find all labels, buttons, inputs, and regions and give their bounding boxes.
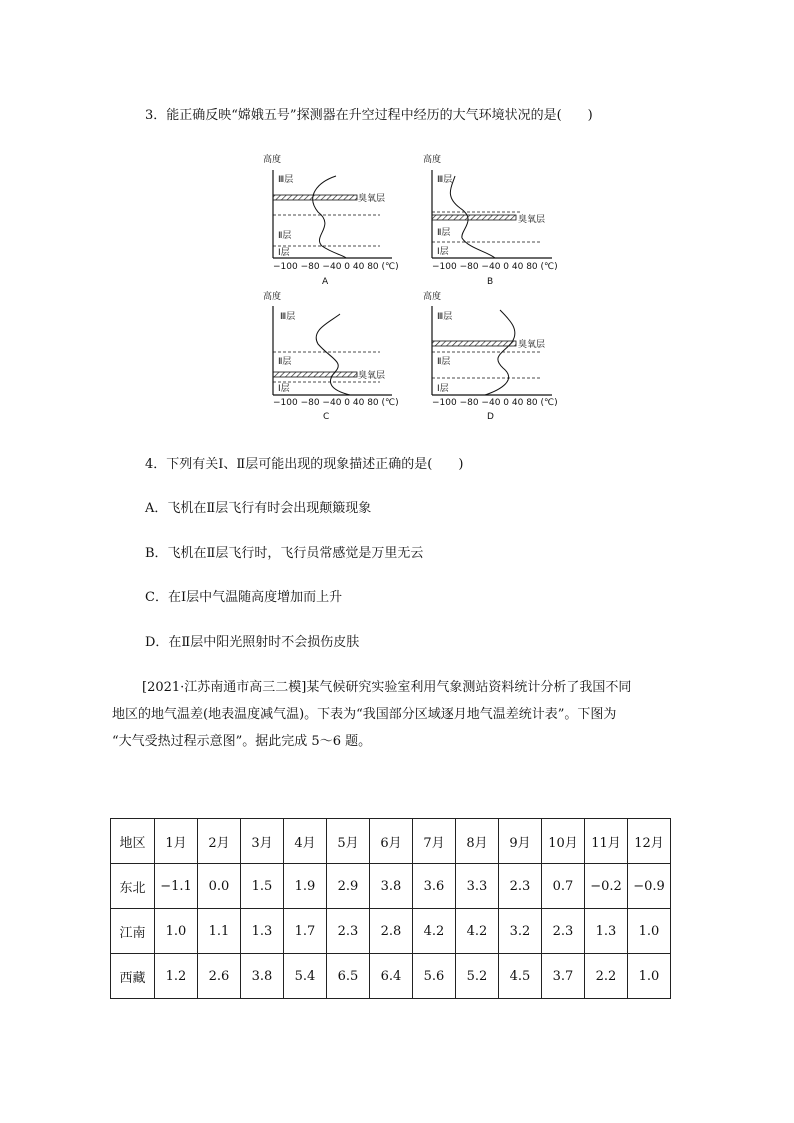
svg-text:Ⅲ层: Ⅲ层 [280, 312, 296, 322]
table-cell: 西藏 [111, 954, 155, 999]
table-cell: 5月 [327, 819, 370, 864]
table-cell: −0.2 [585, 864, 628, 909]
table-cell: 2.3 [499, 864, 542, 909]
table-cell: 3.3 [456, 864, 499, 909]
intro-line-1: [2021·江苏南通市高三二模]某气候研究实验室利用气象测站资料统计分析了我国不同 [142, 680, 632, 695]
intro-line-2: 地区的地气温差(地表温度减气温)。下表为“我国部分区域逐月地气温差统计表”。下图为 [112, 707, 617, 722]
svg-text:臭氧层: 臭氧层 [358, 371, 386, 381]
table-cell: 8月 [456, 819, 499, 864]
table-cell: 5.2 [456, 954, 499, 999]
question-3-text: 3．能正确反映“嫦娥五号”探测器在升空过程中经历的大气环境状况的是( ) [145, 108, 593, 123]
table-cell: 2.2 [585, 954, 628, 999]
table-cell: −0.9 [628, 864, 671, 909]
table-cell: 6.4 [370, 954, 413, 999]
table-cell: 4月 [284, 819, 327, 864]
panel-c-label: C [323, 412, 330, 422]
table-cell: 3.6 [413, 864, 456, 909]
table-cell: 2.9 [327, 864, 370, 909]
svg-text:Ⅰ层: Ⅰ层 [278, 248, 290, 258]
table-cell: 10月 [542, 819, 585, 864]
table-cell: 东北 [111, 864, 155, 909]
table-cell: 1.3 [241, 909, 284, 954]
table-cell: 2月 [198, 819, 241, 864]
table-row [111, 909, 671, 954]
table-cell: 1.2 [155, 954, 198, 999]
intro-line-3: “大气受热过程示意图”。据此完成 5～6 题。 [112, 734, 372, 749]
table-cell: 9月 [499, 819, 542, 864]
option-b: B．飞机在Ⅱ层飞行时，飞行员常感觉是万里无云 [145, 546, 424, 561]
svg-text:Ⅰ层: Ⅰ层 [278, 384, 290, 394]
table-cell: 4.2 [456, 909, 499, 954]
svg-text:Ⅰ层: Ⅰ层 [437, 384, 449, 394]
table-cell: 4.5 [499, 954, 542, 999]
temperature-difference-table [110, 818, 671, 999]
table-cell: 1.0 [628, 909, 671, 954]
panel-b [423, 153, 558, 287]
svg-text:Ⅱ层: Ⅱ层 [437, 357, 451, 367]
panel-c [263, 290, 399, 422]
table-cell: 江南 [111, 909, 155, 954]
svg-text:Ⅱ层: Ⅱ层 [278, 357, 292, 367]
svg-text:高度: 高度 [263, 292, 282, 302]
panel-d-label: D [487, 412, 494, 422]
table-cell: 1.0 [628, 954, 671, 999]
svg-text:Ⅲ层: Ⅲ层 [437, 175, 453, 185]
option-c: C．在Ⅰ层中气温随高度增加而上升 [145, 590, 343, 605]
svg-text:Ⅱ层: Ⅱ层 [437, 228, 451, 238]
table-cell: 7月 [413, 819, 456, 864]
table-cell: 3.8 [370, 864, 413, 909]
table-cell: 4.2 [413, 909, 456, 954]
table-cell: 0.7 [542, 864, 585, 909]
table-cell: 3.7 [542, 954, 585, 999]
table-cell: 2.6 [198, 954, 241, 999]
table-cell: 5.4 [284, 954, 327, 999]
table-cell: 0.0 [198, 864, 241, 909]
table-cell: 11月 [585, 819, 628, 864]
intro-paragraph [112, 674, 690, 755]
panel-d [423, 290, 558, 422]
svg-text:−100 −80 −40 0 40 80 (℃): −100 −80 −40 0 40 80 (℃) [432, 398, 558, 408]
table-cell: 2.8 [370, 909, 413, 954]
svg-text:臭氧层: 臭氧层 [518, 340, 546, 350]
height-label: 高度 [263, 155, 282, 165]
table-header-row [111, 819, 671, 864]
table-cell: −1.1 [155, 864, 198, 909]
svg-text:高度: 高度 [423, 155, 442, 165]
svg-text:Ⅲ层: Ⅲ层 [437, 312, 453, 322]
table-cell: 1.7 [284, 909, 327, 954]
table-cell: 1.3 [585, 909, 628, 954]
svg-text:−100 −80 −40 0 40 80 (℃): −100 −80 −40 0 40 80 (℃) [432, 262, 558, 272]
table-cell: 1月 [155, 819, 198, 864]
table-cell: 2.3 [327, 909, 370, 954]
table-cell: 5.6 [413, 954, 456, 999]
table-cell: 6.5 [327, 954, 370, 999]
question-4-text: 4．下列有关Ⅰ、Ⅱ层可能出现的现象描述正确的是( ) [145, 457, 464, 472]
option-d: D．在Ⅱ层中阳光照射时不会损伤皮肤 [145, 635, 360, 650]
table-cell: 1.0 [155, 909, 198, 954]
svg-text:高度: 高度 [423, 292, 442, 302]
option-a: A．飞机在Ⅱ层飞行有时会出现颠簸现象 [145, 501, 372, 516]
svg-text:臭氧层: 臭氧层 [358, 194, 386, 204]
svg-text:Ⅱ层: Ⅱ层 [278, 231, 292, 241]
panel-b-label: B [487, 277, 494, 287]
table-cell: 3.2 [499, 909, 542, 954]
panel-a-label: A [322, 277, 329, 287]
table-cell: 12月 [628, 819, 671, 864]
table-row [111, 954, 671, 999]
table-cell: 3.8 [241, 954, 284, 999]
table-cell: 地区 [111, 819, 155, 864]
table-cell: 3月 [241, 819, 284, 864]
table-row [111, 864, 671, 909]
table-cell: 1.5 [241, 864, 284, 909]
svg-text:−100 −80 −40 0 40 80 (℃): −100 −80 −40 0 40 80 (℃) [273, 262, 399, 272]
table-cell: 1.9 [284, 864, 327, 909]
table-cell: 2.3 [542, 909, 585, 954]
table-cell: 1.1 [198, 909, 241, 954]
svg-text:Ⅰ层: Ⅰ层 [437, 247, 449, 257]
table-cell: 6月 [370, 819, 413, 864]
svg-text:Ⅲ层: Ⅲ层 [278, 175, 294, 185]
panel-a [263, 153, 399, 287]
svg-text:臭氧层: 臭氧层 [518, 215, 546, 225]
svg-text:−100 −80 −40 0 40 80 (℃): −100 −80 −40 0 40 80 (℃) [273, 398, 399, 408]
